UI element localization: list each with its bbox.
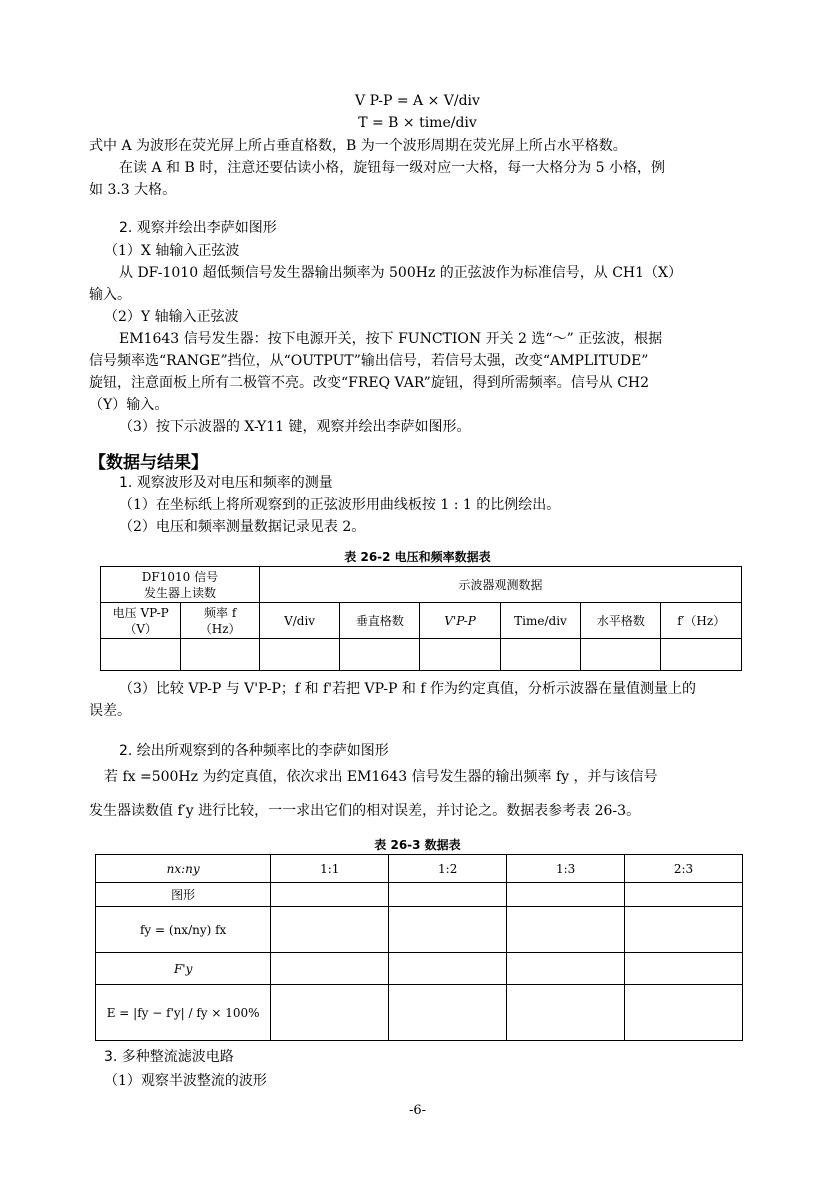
item-title: （1）X 轴输入正弦波: [104, 243, 240, 259]
table-header-cell: 1:1: [271, 855, 389, 883]
table-header-cell: nx:ny: [96, 855, 271, 883]
section-heading: 1. 观察波形及对电压和频率的测量: [119, 475, 333, 491]
table-header-cell: 2:3: [625, 855, 743, 883]
table-cell: [271, 985, 389, 1041]
table-group-header: DF1010 信号 发生器上读数: [101, 567, 260, 603]
table-row-label: E = |fy − f'y| / fy × 100%: [96, 985, 271, 1041]
paragraph: 若 fx =500Hz 为约定真值，依次求出 EM1643 信号发生器的输出频率 fy ，并与该信号: [104, 769, 658, 785]
paragraph: 发生器读数值 f′y 进行比较，一一求出它们的相对误差，并讨论之。数据表参考表 26-3。: [89, 803, 641, 819]
paragraph: （2）电压和频率测量数据记录见表 2。: [119, 519, 366, 535]
table-cell: [101, 639, 181, 671]
table-header-cell: 垂直格数: [340, 603, 420, 639]
table-header-cell: Time/div: [500, 603, 581, 639]
table-cell: [271, 883, 389, 907]
formula-t: T = B × time/div: [358, 115, 477, 131]
paragraph: 输入。: [89, 287, 131, 303]
table-cell: [625, 953, 743, 985]
paragraph: （1）在坐标纸上将所观察到的正弦波形用曲线板按 1 : 1 的比例绘出。: [119, 497, 561, 513]
table-cell: [389, 883, 507, 907]
table-header-cell: 1:2: [389, 855, 507, 883]
table-row-label: 图形: [96, 883, 271, 907]
table-cell: [500, 639, 581, 671]
table-header-cell: 1:3: [507, 855, 625, 883]
table-cell: [389, 985, 507, 1041]
voltage-frequency-table: [100, 566, 742, 671]
page-number: -6-: [408, 1103, 427, 1118]
table-cell: [507, 953, 625, 985]
table-cell: [420, 639, 500, 671]
paragraph: 式中 A 为波形在荧光屏上所占垂直格数，B 为一个波形周期在荧光屏上所占水平格数。: [89, 138, 627, 154]
table-header-cell: 频率 f （Hz）: [181, 603, 260, 639]
table-cell: [625, 883, 743, 907]
table-group-header: 示波器观测数据: [259, 567, 741, 603]
table-cell: [625, 907, 743, 953]
formula-vpp: V P-P = A × V/div: [355, 93, 480, 109]
table-cell: [389, 953, 507, 985]
paragraph: （1）观察半波整流的波形: [104, 1073, 267, 1089]
table-cell: [581, 639, 661, 671]
table-cell: [340, 639, 420, 671]
paragraph: 在读 A 和 B 时，注意还要估读小格，旋钮每一级对应一大格，每一大格分为 5 小格，例: [119, 160, 666, 176]
paragraph: EM1643 信号发生器：按下电源开关，按下 FUNCTION 开关 2 选“～” 正弦波，根据: [119, 331, 663, 347]
table-header-cell: V'P-P: [420, 603, 500, 639]
lissajous-data-table: [95, 854, 743, 1041]
section-heading: 2. 观察并绘出李萨如图形: [119, 220, 277, 236]
paragraph: 信号频率选“RANGE”挡位，从“OUTPUT”输出信号，若信号太强，改变“AMPLITUDE”: [89, 353, 649, 369]
paragraph: 旋钮，注意面板上所有二极管不亮。改变“FREQ VAR”旋钮，得到所需频率。信号从 CH2: [89, 375, 650, 391]
table-header-cell: 电压 VP-P （V）: [101, 603, 181, 639]
table-header-cell: f′（Hz）: [661, 603, 742, 639]
table-caption: 表 26-3 数据表: [374, 838, 461, 852]
paragraph: 从 DF-1010 超低频信号发生器输出频率为 500Hz 的正弦波作为标准信号，从 CH1（X）: [119, 265, 683, 281]
table-cell: [661, 639, 742, 671]
section-heading: 3. 多种整流滤波电路: [104, 1049, 234, 1065]
table-cell: [507, 883, 625, 907]
paragraph: （Y）输入。: [89, 397, 169, 413]
table-cell: [507, 907, 625, 953]
table-row-label: F'y: [96, 953, 271, 985]
results-heading: 【数据与结果】: [89, 453, 208, 473]
table-cell: [389, 907, 507, 953]
table-cell: [507, 985, 625, 1041]
table-cell: [271, 953, 389, 985]
paragraph: 如 3.3 大格。: [89, 182, 177, 198]
paragraph: （3）按下示波器的 X-Y11 键，观察并绘出李萨如图形。: [119, 419, 471, 435]
table-cell: [181, 639, 260, 671]
table-row-label: fy = (nx/ny) fx: [96, 907, 271, 953]
table-header-cell: V/div: [259, 603, 339, 639]
paragraph: 误差。: [89, 703, 131, 719]
section-heading: 2. 绘出所观察到的各种频率比的李萨如图形: [119, 743, 389, 759]
table-cell: [271, 907, 389, 953]
item-title: （2）Y 轴输入正弦波: [104, 309, 239, 325]
table-cell: [625, 985, 743, 1041]
table-cell: [259, 639, 339, 671]
table-caption: 表 26-2 电压和频率数据表: [344, 550, 491, 564]
table-header-cell: 水平格数: [581, 603, 661, 639]
paragraph: （3）比较 VP-P 与 V'P-P；f 和 f'若把 VP-P 和 f 作为约定真值，分析示波器在量值测量上的: [119, 681, 696, 697]
